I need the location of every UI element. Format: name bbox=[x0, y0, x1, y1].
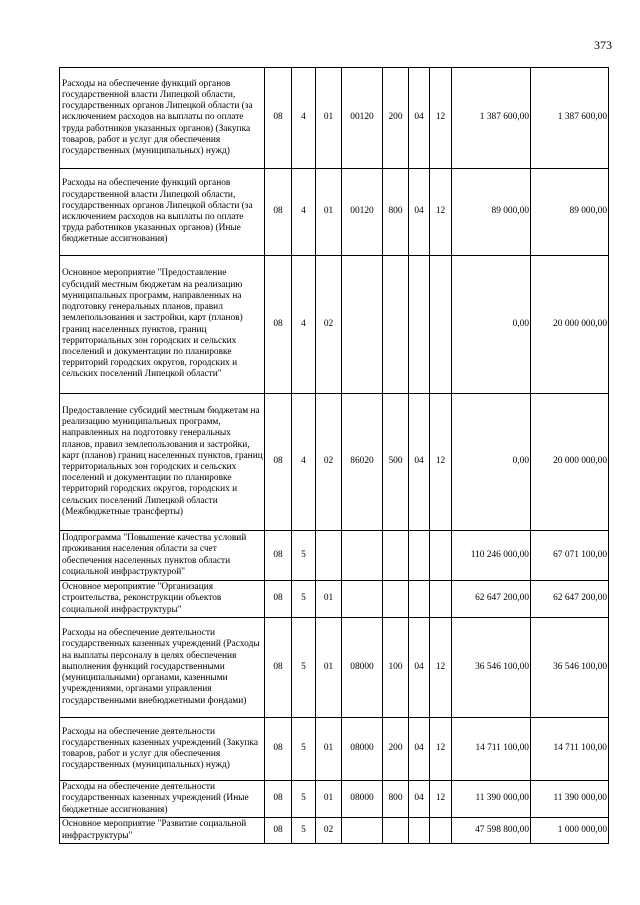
code-cell: 00120 bbox=[342, 68, 383, 169]
code-cell: 01 bbox=[316, 169, 342, 256]
page-number: 373 bbox=[594, 38, 612, 52]
code-cell: 04 bbox=[409, 394, 430, 531]
code-cell: 5 bbox=[292, 781, 316, 818]
row-description: Основное мероприятие "Предоставление субсидий местным бюджетам на реализацию муниципальных программ, направленных на подготовку генеральных планов, правил землепользования и застройки, карт (планов) границ населенных пунктов, границ территориальных зон городских и сельских поселений и документации по планировке территорий городских округов, городских и сельских поселений Липецкой области" bbox=[60, 256, 265, 394]
amount-cell: 14 711 100,00 bbox=[452, 718, 531, 781]
row-description: Предоставление субсидий местным бюджетам на реализацию муниципальных программ, направленных на подготовку генеральных планов, правил землепользования и застройки, карт (планов) границ населенных пунктов, границ территориальных зон городских и сельских поселений и документации по планировке территорий городских округов, городских и сельских поселений Липецкой области (Межбюджетные трансферты) bbox=[60, 394, 265, 531]
code-cell: 08 bbox=[265, 718, 292, 781]
budget-table bbox=[59, 67, 609, 844]
code-cell: 12 bbox=[430, 781, 452, 818]
code-cell: 5 bbox=[292, 531, 316, 581]
amount-cell: 36 546 100,00 bbox=[452, 618, 531, 718]
row-description: Расходы на обеспечение функций органов государственной власти Липецкой области, государственных органов Липецкой области (за исключением расходов на выплаты по оплате труда работников указанных органов) (Иные бюджетные ассигнования) bbox=[60, 169, 265, 256]
code-cell: 01 bbox=[316, 781, 342, 818]
code-cell: 200 bbox=[383, 718, 409, 781]
code-cell: 08 bbox=[265, 618, 292, 718]
code-cell: 08 bbox=[265, 256, 292, 394]
code-cell: 01 bbox=[316, 68, 342, 169]
code-cell: 100 bbox=[383, 618, 409, 718]
code-cell: 08000 bbox=[342, 718, 383, 781]
table-row bbox=[60, 531, 609, 581]
code-cell bbox=[316, 531, 342, 581]
amount-cell: 89 000,00 bbox=[531, 169, 609, 256]
code-cell: 5 bbox=[292, 618, 316, 718]
amount-cell: 11 390 000,00 bbox=[531, 781, 609, 818]
code-cell: 08000 bbox=[342, 781, 383, 818]
amount-cell: 0,00 bbox=[452, 256, 531, 394]
amount-cell: 14 711 100,00 bbox=[531, 718, 609, 781]
code-cell: 4 bbox=[292, 169, 316, 256]
row-description: Расходы на обеспечение функций органов государственной власти Липецкой области, государственных органов Липецкой области (за исключением расходов на выплаты по оплате труда работников указанных органов) (Закупка товаров, работ и услуг для обеспечения государственных (муниципальных) нужд) bbox=[60, 68, 265, 169]
code-cell: 5 bbox=[292, 581, 316, 618]
row-description: Основное мероприятие "Организация строительства, реконструкции объектов социальной инфраструктуры" bbox=[60, 581, 265, 618]
row-description: Расходы на обеспечение деятельности государственных казенных учреждений (Иные бюджетные ассигнования) bbox=[60, 781, 265, 818]
code-cell: 08 bbox=[265, 581, 292, 618]
code-cell: 5 bbox=[292, 718, 316, 781]
amount-cell: 11 390 000,00 bbox=[452, 781, 531, 818]
amount-cell: 20 000 000,00 bbox=[531, 256, 609, 394]
code-cell: 4 bbox=[292, 256, 316, 394]
code-cell bbox=[383, 256, 409, 394]
code-cell: 02 bbox=[316, 818, 342, 844]
code-cell: 12 bbox=[430, 68, 452, 169]
code-cell: 01 bbox=[316, 581, 342, 618]
code-cell: 12 bbox=[430, 394, 452, 531]
code-cell: 02 bbox=[316, 256, 342, 394]
code-cell: 4 bbox=[292, 68, 316, 169]
amount-cell: 1 387 600,00 bbox=[452, 68, 531, 169]
code-cell bbox=[409, 818, 430, 844]
table-row bbox=[60, 581, 609, 618]
amount-cell: 62 647 200,00 bbox=[452, 581, 531, 618]
code-cell: 12 bbox=[430, 169, 452, 256]
code-cell: 08 bbox=[265, 394, 292, 531]
table-row bbox=[60, 169, 609, 256]
amount-cell: 1 000 000,00 bbox=[531, 818, 609, 844]
code-cell bbox=[409, 581, 430, 618]
code-cell: 800 bbox=[383, 781, 409, 818]
table-row bbox=[60, 781, 609, 818]
code-cell: 02 bbox=[316, 394, 342, 531]
code-cell bbox=[342, 256, 383, 394]
code-cell: 5 bbox=[292, 818, 316, 844]
code-cell: 08 bbox=[265, 781, 292, 818]
code-cell: 08 bbox=[265, 531, 292, 581]
code-cell: 04 bbox=[409, 169, 430, 256]
amount-cell: 0,00 bbox=[452, 394, 531, 531]
amount-cell: 47 598 800,00 bbox=[452, 818, 531, 844]
amount-cell: 36 546 100,00 bbox=[531, 618, 609, 718]
code-cell: 08000 bbox=[342, 618, 383, 718]
code-cell: 00120 bbox=[342, 169, 383, 256]
amount-cell: 1 387 600,00 bbox=[531, 68, 609, 169]
table-row bbox=[60, 68, 609, 169]
row-description: Расходы на обеспечение деятельности государственных казенных учреждений (Расходы на выплаты персоналу в целях обеспечения выполнения функций государственными (муниципальными) органами, казенными учреждениями, органами управления государственными внебюджетными фондами) bbox=[60, 618, 265, 718]
code-cell: 04 bbox=[409, 781, 430, 818]
code-cell: 08 bbox=[265, 818, 292, 844]
code-cell: 04 bbox=[409, 68, 430, 169]
table-row bbox=[60, 718, 609, 781]
amount-cell: 67 071 100,00 bbox=[531, 531, 609, 581]
code-cell bbox=[383, 531, 409, 581]
code-cell bbox=[430, 531, 452, 581]
code-cell: 04 bbox=[409, 618, 430, 718]
amount-cell: 89 000,00 bbox=[452, 169, 531, 256]
table-row bbox=[60, 394, 609, 531]
code-cell: 200 bbox=[383, 68, 409, 169]
code-cell bbox=[342, 818, 383, 844]
code-cell: 86020 bbox=[342, 394, 383, 531]
code-cell bbox=[383, 581, 409, 618]
code-cell bbox=[383, 818, 409, 844]
code-cell bbox=[342, 581, 383, 618]
table-row bbox=[60, 618, 609, 718]
code-cell bbox=[342, 531, 383, 581]
code-cell bbox=[430, 818, 452, 844]
code-cell: 12 bbox=[430, 618, 452, 718]
code-cell: 500 bbox=[383, 394, 409, 531]
row-description: Расходы на обеспечение деятельности государственных казенных учреждений (Закупка товаров, работ и услуг для обеспечения государственных (муниципальных) нужд) bbox=[60, 718, 265, 781]
code-cell: 01 bbox=[316, 718, 342, 781]
code-cell bbox=[409, 531, 430, 581]
row-description: Основное мероприятие "Развитие социальной инфраструктуры" bbox=[60, 818, 265, 844]
code-cell: 08 bbox=[265, 169, 292, 256]
code-cell: 800 bbox=[383, 169, 409, 256]
code-cell bbox=[430, 581, 452, 618]
row-description: Подпрограмма "Повышение качества условий проживания населения области за счет обеспечения населенных пунктов области социальной инфраструктурой" bbox=[60, 531, 265, 581]
code-cell: 01 bbox=[316, 618, 342, 718]
code-cell: 12 bbox=[430, 718, 452, 781]
code-cell: 4 bbox=[292, 394, 316, 531]
amount-cell: 62 647 200,00 bbox=[531, 581, 609, 618]
code-cell bbox=[409, 256, 430, 394]
code-cell: 04 bbox=[409, 718, 430, 781]
amount-cell: 110 246 000,00 bbox=[452, 531, 531, 581]
amount-cell: 20 000 000,00 bbox=[531, 394, 609, 531]
budget-table-body bbox=[60, 68, 609, 844]
code-cell bbox=[430, 256, 452, 394]
table-row bbox=[60, 256, 609, 394]
table-row bbox=[60, 818, 609, 844]
code-cell: 08 bbox=[265, 68, 292, 169]
